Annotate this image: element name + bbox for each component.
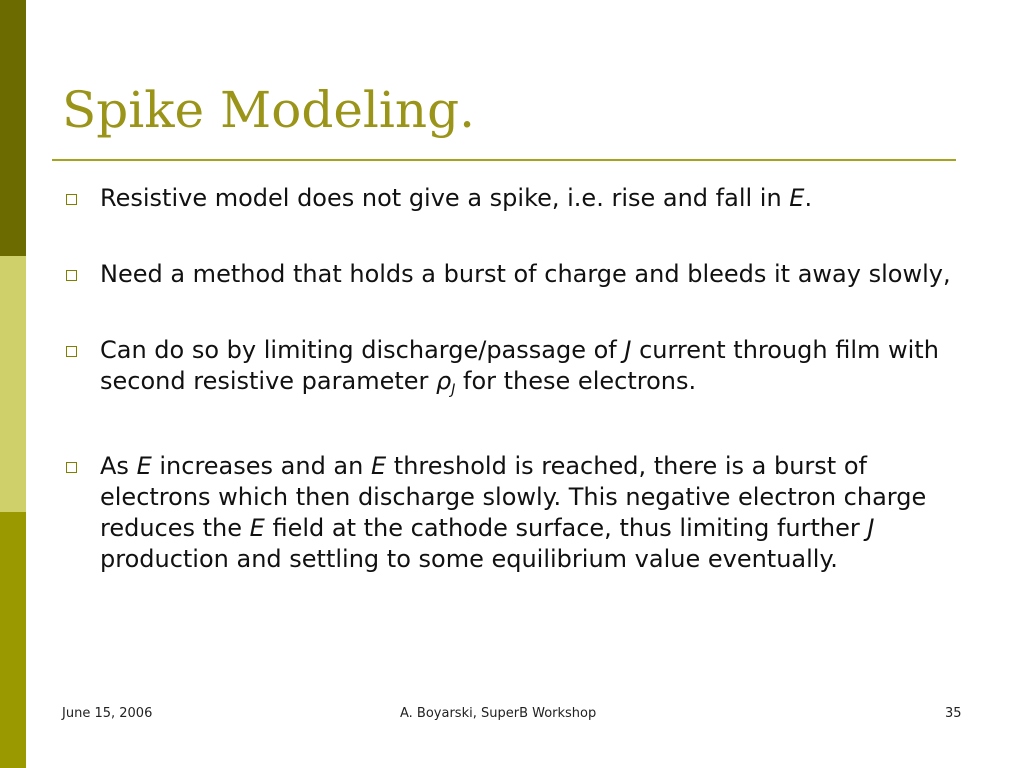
square-bullet-icon [66, 270, 77, 281]
square-bullet-icon [66, 194, 77, 205]
title-divider [52, 159, 956, 161]
bullet-item [60, 335, 960, 406]
side-bar-top [0, 0, 26, 256]
bullet-item [60, 259, 960, 290]
bullet-text: Can do so by limiting discharge/passage of J current through film with second resistive parameter $\rho_J$ for these electrons. [100, 336, 939, 398]
page-number: 35 [945, 706, 962, 721]
slide-title: Spike Modeling. [62, 81, 476, 139]
footer-author-event: A. Boyarski, SuperB Workshop [400, 706, 597, 721]
bullet-item [60, 183, 960, 214]
square-bullet-icon [66, 346, 77, 357]
square-bullet-icon [66, 462, 77, 473]
side-bar-bottom [0, 512, 26, 768]
bullet-item [60, 451, 960, 575]
side-bar-middle [0, 256, 26, 512]
footer-date: June 15, 2006 [62, 706, 153, 721]
bullet-list [60, 183, 960, 575]
bullet-text: Need a method that holds a burst of charge and bleeds it away slowly, [100, 260, 951, 288]
bullet-text: Resistive model does not give a spike, i.e. rise and fall in E. [100, 184, 813, 212]
bullet-text: As E increases and an E threshold is reached, there is a burst of electrons which then discharge slowly. This negative electron charge reduces the E field at the cathode surface, thus limiting further J production and settling to some equilibrium value eventually. [100, 452, 927, 573]
